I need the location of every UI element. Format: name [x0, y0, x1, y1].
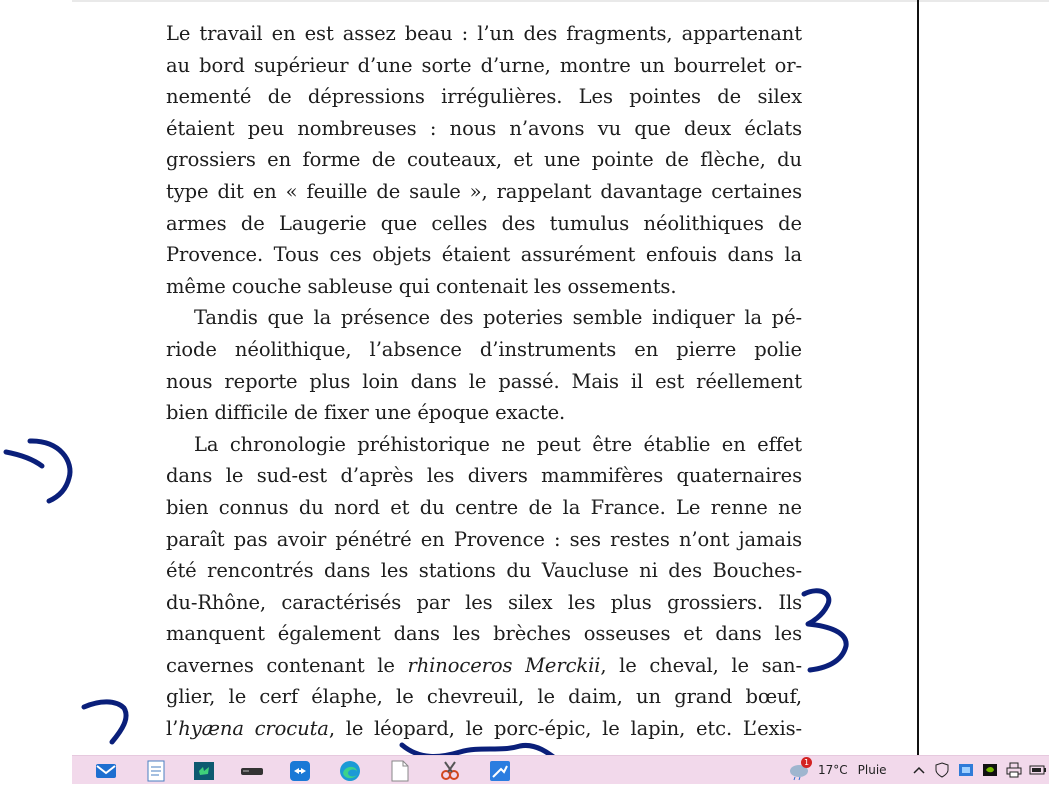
text-line: bien connus du nord et du centre de la France. Le renne ne [166, 495, 802, 519]
system-tray [908, 756, 1049, 784]
text-line: même couche sableuse qui contenait les ossements. [166, 274, 677, 298]
italic-term: rhinoceros Merckii [407, 653, 601, 677]
text-line: étaient peu nombreuses : nous n’avons vu que deux éclats [166, 116, 802, 140]
text-line: manquent également dans les brèches osseuses et dans les [166, 622, 802, 646]
text-line: riode néolithique, l’absence d’instruments en pierre polie [166, 337, 802, 361]
text-line: dans le sud-est d’après les divers mammifères quaternaires [166, 464, 802, 488]
text-line: été rencontrés dans les stations du Vaucluse ni des Bouches- [166, 559, 802, 583]
text-run: l’ [166, 717, 179, 741]
text-line: grossiers en forme de couteaux, et une pointe de flèche, du [166, 148, 802, 172]
edge-icon[interactable] [338, 760, 362, 782]
defender-icon[interactable] [930, 762, 954, 778]
page-right-edge [917, 0, 919, 755]
text-line: paraît pas avoir pénétré en Provence : ses restes n’ont jamais [166, 527, 802, 551]
text-line: nementé de dépressions irrégulières. Les pointes de silex [166, 85, 802, 109]
windows-taskbar [72, 755, 1049, 784]
nvidia-icon[interactable] [978, 762, 1002, 778]
text-line [166, 713, 802, 745]
text-run: , le cheval, le san- [600, 653, 802, 677]
text-line: La chronologie préhistorique ne peut être établie en effet [194, 432, 802, 456]
weather-temperature: 17°C [818, 763, 848, 777]
text-line: glier, le cerf élaphe, le chevreuil, le daim, un grand bœuf, [166, 685, 802, 709]
notepad-icon[interactable] [144, 760, 168, 782]
scanned-page-text [166, 18, 802, 745]
left-margin [0, 0, 72, 755]
mail-icon[interactable] [94, 760, 118, 782]
chevron-up-icon[interactable] [908, 766, 930, 774]
photo-viewer-icon[interactable] [192, 760, 216, 782]
media-device-icon[interactable] [240, 760, 264, 782]
teamviewer-icon[interactable] [288, 760, 312, 782]
italic-term: hyæna crocuta [178, 717, 329, 741]
text-line: armes de Laugerie que celles des tumulus néolithiques de [166, 211, 802, 235]
page-top-border [72, 0, 1049, 2]
pen-mark-three [804, 591, 846, 670]
text-line: au bord supérieur d’une sorte d’urne, montre un bourrelet or- [166, 53, 802, 77]
text-run: cavernes contenant le [166, 653, 408, 677]
notification-badge: 1 [801, 757, 812, 768]
text-line: bien difficile de fixer une époque exacte. [166, 401, 566, 425]
text-line: du-Rhône, caractérisés par les silex les plus grossiers. Ils [166, 590, 802, 614]
text-line: type dit en « feuille de saule », rappelant davantage certaines [166, 179, 802, 203]
text-line: nous reporte plus loin dans le passé. Mais il est réellement [166, 369, 802, 393]
weather-rain-icon [788, 759, 810, 781]
text-line: Le travail en est assez beau : l’un des fragments, appartenant [166, 22, 802, 45]
weather-condition: Pluie [857, 763, 887, 777]
printer-icon[interactable] [1002, 762, 1026, 778]
text-run: , le léopard, le porc-épic, le lapin, etc. L’exis- [328, 717, 802, 741]
text-line: Provence. Tous ces objets étaient assurément enfouis dans la [166, 243, 802, 267]
document-icon[interactable] [388, 760, 412, 782]
weather-widget[interactable] [788, 756, 887, 784]
snipping-tool-icon[interactable] [438, 760, 462, 782]
pen-mark-arrow-bottom [84, 702, 126, 742]
text-line [166, 650, 802, 682]
network-icon[interactable] [954, 762, 978, 778]
paint-icon[interactable] [488, 760, 512, 782]
battery-icon[interactable] [1026, 764, 1049, 776]
text-line: Tandis que la présence des poteries semble indiquer la pé- [194, 306, 802, 330]
